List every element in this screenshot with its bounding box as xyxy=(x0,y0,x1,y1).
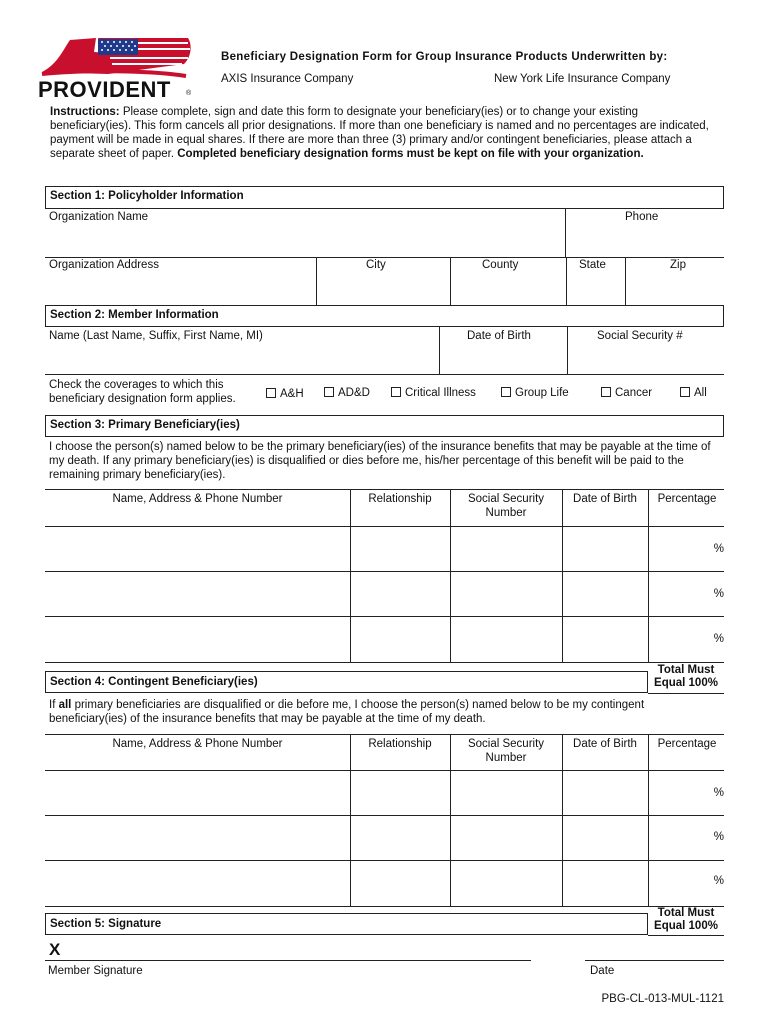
contingent-total-note xyxy=(648,907,724,933)
contingent-col-ssn xyxy=(450,738,562,765)
registered-mark-icon: ® xyxy=(186,90,192,97)
section4-title: Section 4: Contingent Beneficiary(ies) xyxy=(50,676,258,688)
contingent-col-name: Name, Address & Phone Number xyxy=(112,738,283,750)
divider xyxy=(450,489,451,662)
coverage-group-life-checkbox[interactable] xyxy=(501,387,569,401)
date-line[interactable] xyxy=(585,960,724,961)
divider xyxy=(45,770,724,771)
checkbox-icon[interactable] xyxy=(501,387,511,397)
table-row[interactable] xyxy=(45,815,724,816)
instructions xyxy=(50,105,720,161)
primary-col-relationship: Relationship xyxy=(368,493,432,505)
coverage-label: AD&D xyxy=(338,387,370,399)
divider xyxy=(350,734,351,906)
table-row[interactable] xyxy=(45,906,724,907)
percent-sign: % xyxy=(713,787,724,799)
section4-text xyxy=(49,698,719,726)
divider xyxy=(450,734,451,906)
section4-text-post: primary beneficiaries are disqualified or die before me, I choose the person(s) named below to be my contingent beneficiary(ies) of the insurance benefits that may be payable at the time of my death. xyxy=(49,699,645,725)
divider xyxy=(350,489,351,662)
coverage-label: A&H xyxy=(280,388,304,400)
percent-sign: % xyxy=(713,831,724,843)
member-signature-label: Member Signature xyxy=(48,965,143,977)
contingent-col-ssn-line1: Social Security xyxy=(467,738,545,750)
divider xyxy=(648,489,649,662)
instructions-text: Please complete, sign and date this form to designate your beneficiary(ies) or to change your existing beneficiary(ies). This form cancels all prior designations. If more than one beneficiary is named and no percentages are indicated, payment will be made in equal shares. If there are more than three (3) primary and/or contingent beneficiaries, please attach a separate sheet of paper. xyxy=(50,106,709,160)
divider xyxy=(566,257,567,305)
divider xyxy=(562,734,563,906)
coverage-prompt-line1: Check the coverages to which this xyxy=(49,379,224,391)
phone-label: Phone xyxy=(625,211,659,223)
signature-x-mark: X xyxy=(49,940,61,959)
primary-col-ssn xyxy=(450,493,562,520)
divider xyxy=(45,489,724,490)
divider xyxy=(648,935,724,936)
coverage-label: Critical Illness xyxy=(405,387,476,399)
percent-sign: % xyxy=(713,875,724,887)
divider xyxy=(648,693,724,694)
divider xyxy=(625,257,626,305)
divider xyxy=(567,327,568,374)
member-signature-line[interactable] xyxy=(45,960,531,961)
contingent-col-relationship: Relationship xyxy=(368,738,432,750)
primary-total-line1: Total Must xyxy=(657,664,715,676)
primary-col-name: Name, Address & Phone Number xyxy=(112,493,283,505)
provident-logo xyxy=(38,34,198,102)
contingent-col-ssn-line2: Number xyxy=(485,751,527,764)
divider xyxy=(562,489,563,662)
coverage-label: Group Life xyxy=(515,387,569,399)
primary-total-note xyxy=(648,664,724,690)
divider xyxy=(45,526,724,527)
coverage-adandd-checkbox[interactable] xyxy=(324,387,370,401)
primary-total-line2: Equal 100% xyxy=(654,677,718,689)
instructions-label: Instructions: xyxy=(50,106,120,118)
member-ssn-label: Social Security # xyxy=(597,330,683,342)
percent-sign: % xyxy=(713,633,724,645)
checkbox-icon[interactable] xyxy=(680,387,690,397)
coverage-prompt xyxy=(49,378,236,406)
section1-title: Section 1: Policyholder Information xyxy=(50,190,244,202)
section2-title: Section 2: Member Information xyxy=(50,309,219,321)
section4-text-pre: If xyxy=(49,699,59,711)
section5-title: Section 5: Signature xyxy=(50,918,162,930)
table-row[interactable] xyxy=(45,616,724,617)
checkbox-icon[interactable] xyxy=(391,387,401,397)
table-row[interactable] xyxy=(45,860,724,861)
coverage-label: Cancer xyxy=(615,387,653,399)
section4-text-bold: all xyxy=(58,699,72,711)
divider xyxy=(648,734,649,906)
divider xyxy=(439,327,440,374)
city-label: City xyxy=(366,259,386,271)
divider xyxy=(316,257,317,305)
table-row[interactable] xyxy=(45,571,724,572)
coverage-cancer-checkbox[interactable] xyxy=(601,387,652,401)
member-name-label: Name (Last Name, Suffix, First Name, MI) xyxy=(49,330,263,342)
primary-col-dob: Date of Birth xyxy=(573,493,637,505)
org-name-field[interactable] xyxy=(45,257,724,258)
coverage-all-checkbox[interactable] xyxy=(680,387,707,401)
coverage-critical-illness-checkbox[interactable] xyxy=(391,387,476,401)
contingent-col-dob: Date of Birth xyxy=(573,738,637,750)
form-title: Beneficiary Designation Form for Group Insurance Products Underwritten by: xyxy=(221,51,668,63)
primary-col-ssn-line2: Number xyxy=(485,506,527,519)
form-id: PBG-CL-013-MUL-1121 xyxy=(601,993,724,1005)
divider xyxy=(45,734,724,735)
company-axis: AXIS Insurance Company xyxy=(221,73,354,85)
contingent-col-percentage: Percentage xyxy=(657,738,717,750)
member-info-field[interactable] xyxy=(45,374,724,375)
org-address-label: Organization Address xyxy=(49,259,159,271)
divider xyxy=(450,257,451,305)
contingent-total-line1: Total Must xyxy=(657,907,715,919)
county-label: County xyxy=(482,259,519,271)
coverage-prompt-line2: beneficiary designation form applies. xyxy=(49,393,236,405)
table-row[interactable] xyxy=(45,662,724,663)
org-name-label: Organization Name xyxy=(49,211,149,223)
member-dob-label: Date of Birth xyxy=(467,330,531,342)
primary-col-ssn-line1: Social Security xyxy=(467,493,545,505)
percent-sign: % xyxy=(713,543,724,555)
divider xyxy=(565,209,566,257)
company-nyl: New York Life Insurance Company xyxy=(494,73,671,85)
date-label: Date xyxy=(590,965,615,977)
coverage-label: All xyxy=(694,387,707,399)
checkbox-icon[interactable] xyxy=(266,388,276,398)
section3-title: Section 3: Primary Beneficiary(ies) xyxy=(50,419,240,431)
contingent-total-line2: Equal 100% xyxy=(654,920,718,932)
zip-label: Zip xyxy=(670,259,686,271)
state-label: State xyxy=(579,259,606,271)
percent-sign: % xyxy=(713,588,724,600)
checkbox-icon[interactable] xyxy=(324,387,334,397)
section3-text: I choose the person(s) named below to be the primary beneficiary(ies) of the insurance benefits that may be payable at the time of my death. If any primary beneficiary(ies) is disqualified or dies before me, his/her percentage of this benefit will be paid to the remaining primary beneficiary(ies). xyxy=(49,441,711,481)
checkbox-icon[interactable] xyxy=(601,387,611,397)
brand-wordmark: PROVIDENT xyxy=(38,77,171,102)
primary-col-percentage: Percentage xyxy=(657,493,717,505)
instructions-bold-text: Completed beneficiary designation forms must be kept on file with your organization. xyxy=(177,148,644,160)
coverage-aandh-checkbox[interactable] xyxy=(266,388,304,402)
